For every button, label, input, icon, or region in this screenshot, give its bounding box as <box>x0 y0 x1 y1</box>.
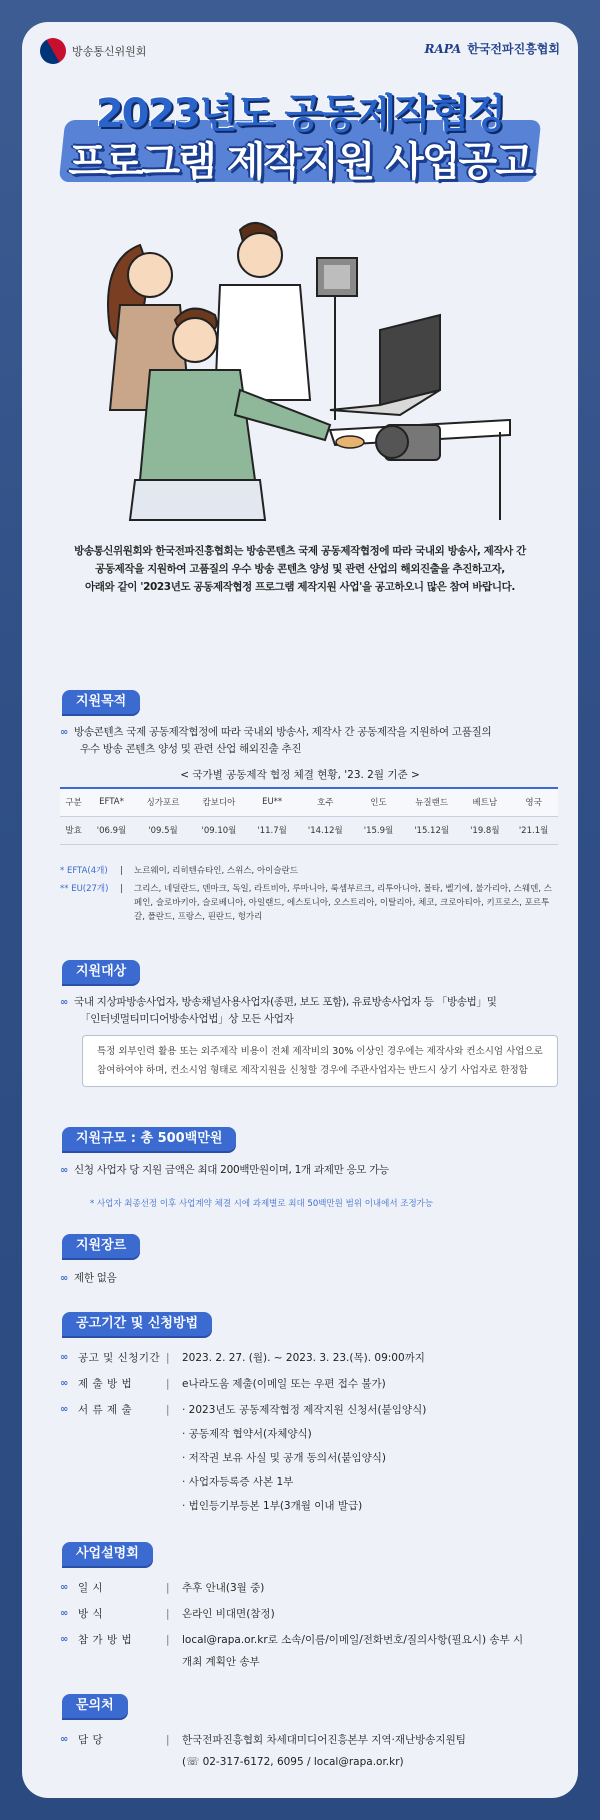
intro-line-3: 아래와 같이 '2023년도 공동제작협정 프로그램 제작지원 사업'을 공고하오니 많은 참여 바랍니다. <box>85 581 515 593</box>
period-row-docs: ∞ 서 류 제 출 | · 2023년도 공동제작협정 제작지원 신청서(붙임양식) <box>60 1404 427 1416</box>
genre-text: ∞ 제한 없음 <box>60 1270 116 1287</box>
contact-row: ∞ 담 당 | 한국전파진흥협회 차세대미디어진흥본부 지역·재난방송지원팀 <box>60 1734 466 1746</box>
person-woman <box>128 253 172 297</box>
efta-note: * EFTA(4개) | 노르웨이, 리히텐슈타인, 스위스, 아이슬란드 <box>60 866 299 876</box>
intro-line-1: 방송통신위원회와 한국전파진흥협회는 방송콘텐츠 국제 공동제작협정에 따라 국내외 방송사, 제작사 간 <box>74 545 526 557</box>
scale-note: * 사업자 최종선정 이후 사업계약 체결 시에 과제별로 최대 50백만원 범위 이내에서 조정가능 <box>90 1199 434 1209</box>
briefing-row-date: ∞ 일 시 | 추후 안내(3월 중) <box>60 1582 265 1594</box>
section-tag-period: 공고기간 및 신청방법 <box>62 1312 212 1336</box>
person-man-sitting <box>173 318 217 362</box>
person-man-standing <box>238 233 282 277</box>
section-tag-scale: 지원규모 : 총 500백만원 <box>62 1127 236 1151</box>
page-title <box>22 90 578 186</box>
period-row-method: ∞ 제 출 방 법 | e나라도움 제출(이메일 또는 우편 접수 불가) <box>60 1378 386 1390</box>
kcc-logo <box>40 38 146 64</box>
table-caption: < 국가별 공동제작 협정 체결 현황, '23. 2월 기준 > <box>180 769 420 781</box>
briefing-row-join: ∞ 참 가 방 법 | local@rapa.or.kr로 소속/이름/이메일/전화번호/질의사항(필요시) 송부 시 <box>60 1634 524 1646</box>
contact-phone-email: (☏ 02-317-6172, 6095 / local@rapa.or.kr) <box>182 1756 404 1768</box>
right-org-name: 한국전파진흥협회 <box>467 42 560 56</box>
title-line-1: 2023년도 공동제작협정 <box>95 91 505 137</box>
section-tag-genre: 지원장르 <box>62 1234 140 1258</box>
bread-icon <box>336 436 364 448</box>
doc-item: · 저작권 보유 사실 및 공개 동의서(붙임양식) <box>182 1452 386 1464</box>
link-bullet-icon: ∞ <box>60 997 69 1008</box>
header-logos <box>40 38 560 66</box>
taegeuk-icon <box>35 33 71 69</box>
section-tag-contact: 문의처 <box>62 1694 128 1718</box>
period-row-dates: ∞ 공고 및 신청기간 | 2023. 2. 27. (월). ~ 2023. 3. 23.(목). 09:00까지 <box>60 1352 425 1364</box>
link-bullet-icon: ∞ <box>60 1165 69 1176</box>
illustration-people-studio <box>80 220 520 530</box>
purpose-text: ∞ 방송콘텐츠 국제 공동제작협정에 따라 국내외 방송사, 제작사 간 공동제작을 지원하여 고품질의 우수 방송 콘텐츠 양성 및 관련 산업 해외진출 추진 <box>60 726 492 755</box>
link-bullet-icon: ∞ <box>60 727 69 738</box>
scale-text: ∞ 신청 사업자 당 지원 금액은 최대 200백만원이며, 1개 과제만 응모 가능 <box>60 1162 389 1179</box>
title-line-2: 프로그램 제작지원 사업공고 <box>68 139 532 185</box>
briefing-extra: 개최 계획안 송부 <box>182 1656 260 1668</box>
poster-card <box>22 22 578 1798</box>
agreement-table <box>60 787 558 845</box>
link-bullet-icon: ∞ <box>60 1273 69 1284</box>
section-tag-briefing: 사업설명회 <box>62 1542 153 1566</box>
doc-item: · 법인등기부등본 1부(3개월 이내 발급) <box>182 1500 363 1512</box>
rapa-logo <box>425 40 561 57</box>
intro-line-2: 공동제작을 지원하여 고품질의 우수 방송 콘텐츠 양성 및 관련 산업의 해외진출을 추진하고자, <box>95 563 505 575</box>
intro-paragraph <box>42 542 558 596</box>
left-org-name: 방송통신위원회 <box>72 45 147 58</box>
doc-item: · 사업자등록증 사본 1부 <box>182 1476 294 1488</box>
doc-item: · 공동제작 협약서(자체양식) <box>182 1428 312 1440</box>
eu-note: ** EU(27개) | 그리스, 네덜란드, 덴마크, 독일, 라트비아, 루마니아, 룩셈부르크, 리투아니아, 몰타, 벨기에, 불가리아, 스웨덴, 스페인, 슬로바키아, 슬로베니아, 아일랜드, 에스토니아, 오스트리아, 이탈리아, 체코, 크로아티아, 키프로스, 포르투갈, 폴란드, 프랑스, 핀란드, 헝가리 <box>60 884 552 922</box>
rapa-mark-icon: RAPA <box>424 41 462 56</box>
briefing-row-method: ∞ 방 식 | 온라인 비대면(참정) <box>60 1608 275 1620</box>
consortium-note-box: 특정 외부인력 활용 또는 외주제작 비용이 전체 제작비의 30% 이상인 경우에는 제작사와 컨소시엄 사업으로 참여하여야 하며, 컨소시엄 형태로 제작지원을 신청할 경우에 주관사업자는 반드시 상기 사업자로 한정함 <box>82 1035 558 1087</box>
section-tag-purpose: 지원목적 <box>62 690 140 714</box>
section-tag-target: 지원대상 <box>62 960 140 984</box>
table-header-row: 구분 EFTA* 싱가포르 캄보디아 EU** 호주 인도 뉴질랜드 베트남 영국 <box>60 788 558 816</box>
target-text: ∞ 국내 지상파방송사업자, 방송채널사용사업자(종편, 보도 포함), 유료방송사업자 등 「방송법」및 「인터넷멀티미디어방송사업법」상 모든 사업자 <box>60 996 497 1025</box>
table-row: 발효 '06.9월 '09.5월 '09.10월 '11.7월 '14.12월 '15.9월 '15.12월 '19.8월 '21.1월 <box>60 816 558 844</box>
